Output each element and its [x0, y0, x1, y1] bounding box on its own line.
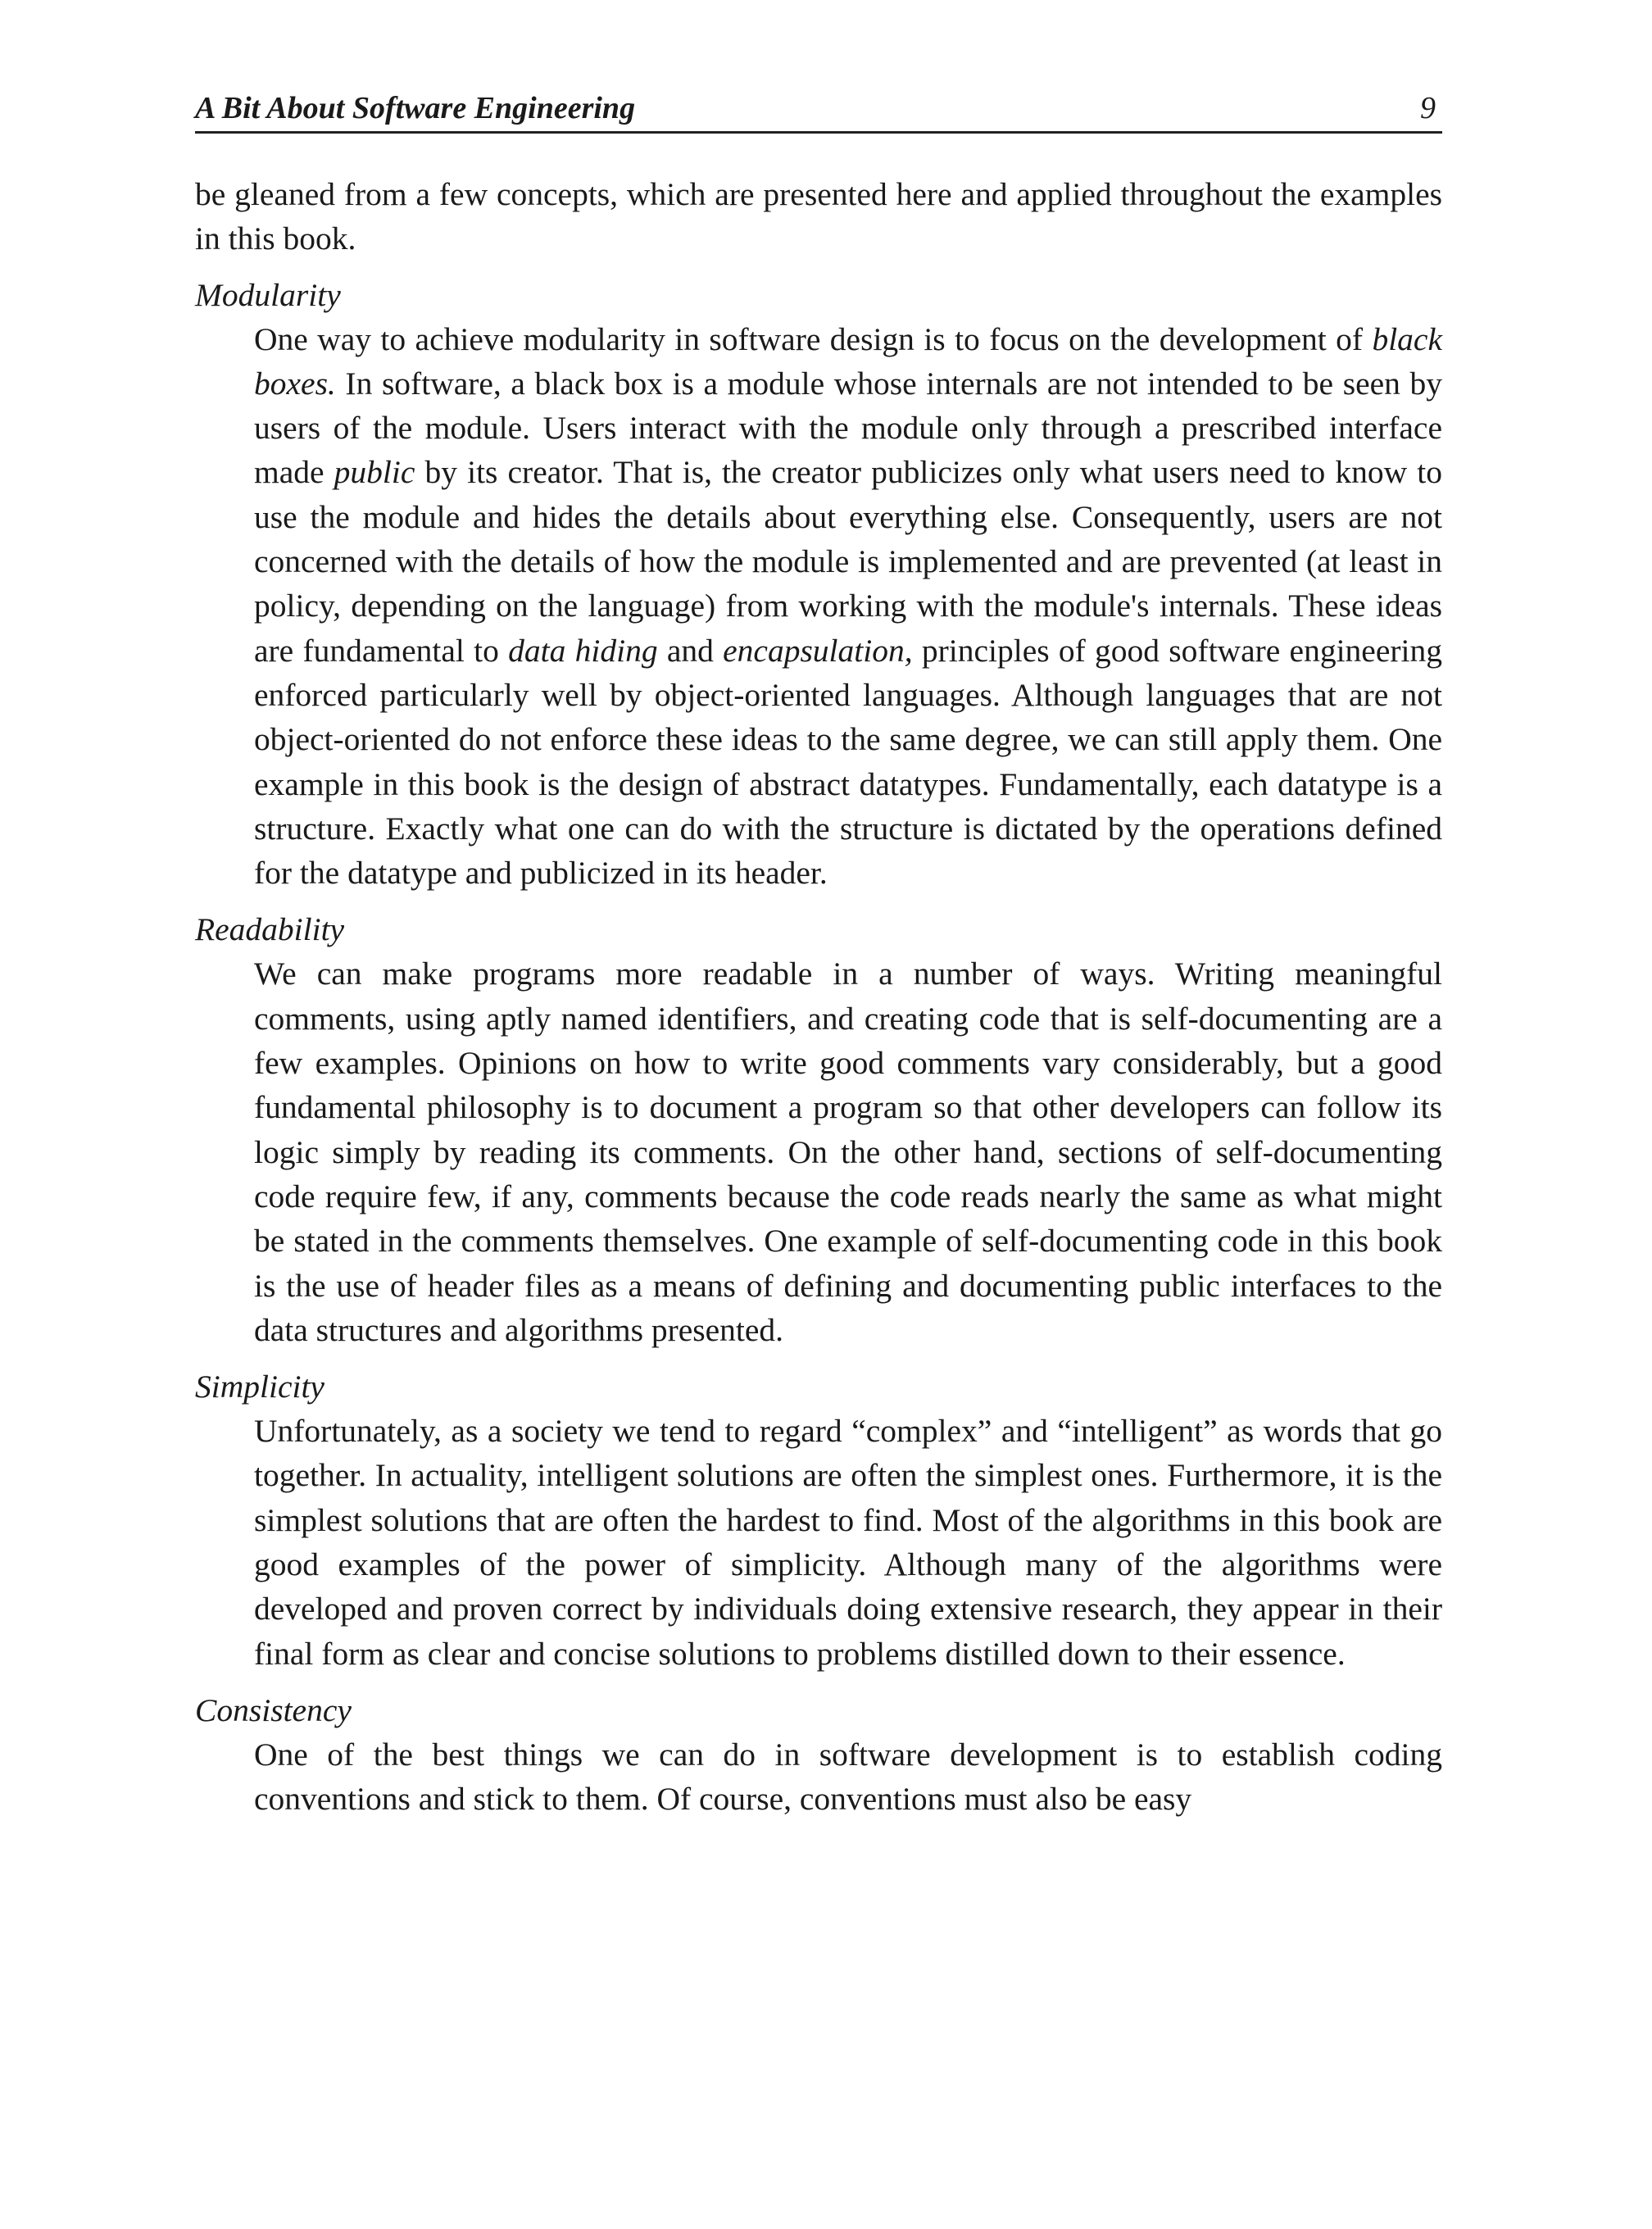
emphasis-data-hiding: data hiding — [508, 632, 658, 669]
running-head — [195, 89, 1442, 134]
term-readability: Readability — [195, 911, 345, 948]
definition-simplicity: Unfortunately, as a society we tend to regard “complex” and “intelligent” as words that go together. In actuality, intelligent solutions are often the simplest ones. Furthermore, it is the simplest solutions that are often the hardest to find. Most of the algorithms in this book are good examples of the power of simplicity. Although many of the algorithms were developed and proven correct by individuals doing extensive research, they appear in their final form as clear and concise solutions to problems distilled down to their essence. — [254, 1413, 1442, 1672]
definition-modularity — [254, 317, 1442, 896]
text-span: and — [657, 632, 724, 669]
term-consistency: Consistency — [195, 1691, 352, 1728]
emphasis-encapsulation: encapsulation, — [723, 632, 913, 669]
emphasis-public: public — [334, 454, 415, 491]
definition-consistency: One of the best things we can do in software development is to establish coding conventions and stick to them. Of course, conventions must also be easy — [254, 1736, 1442, 1818]
emphasis-black-boxes: black boxes. — [254, 320, 1442, 402]
definition-readability: We can make programs more readable in a number of ways. Writing meaningful comments, using aptly named identifiers, and creating code that is self-documenting are a few examples. Opinions on how to write good comments vary considerably, but a good fundamental philosophy is to document a program so that other developers can follow its logic simply by reading its comments. On the other hand, sections of self-documenting code require few, if any, comments because the code reads nearly the same as what might be stated in the comments themselves. One example of self-documenting code in this book is the use of header files as a means of defining and documenting public interfaces to the data structures and algorithms presented. — [254, 956, 1442, 1348]
term-modularity: Modularity — [195, 276, 341, 313]
intro-paragraph: be gleaned from a few concepts, which are presented here and applied throughout the examples in this book. — [195, 176, 1442, 257]
text-span: In software, a black box is a module whose internals are not intended to be seen by users of the module. Users interact with the module only through a prescribed interface made — [254, 365, 1442, 491]
page-body — [195, 172, 1442, 1834]
term-simplicity: Simplicity — [195, 1369, 324, 1405]
text-span: by its creator. That is, the creator publicizes only what users need to know to use the module and hides the details about everything else. Consequently, users are not concerned with the details of how the module is implemented and are prevented (at least in policy, depending on the language) from working with the module's internals. These ideas are fundamental to — [254, 454, 1442, 669]
page-number: 9 — [1420, 91, 1436, 125]
text-span: principles of good software engineering enforced particularly well by object-oriented languages. Although languages that are not object-oriented do not enforce these ideas to the same degree, we can still apply them. One example in this book is the design of abstract datatypes. Fundamentally, each datatype is a structure. Exactly what one can do with the structure is dictated by the operations defined for the datatype and publicized in its header. — [254, 632, 1442, 892]
running-title: A Bit About Software Engineering — [195, 91, 636, 125]
text-span: One way to achieve modularity in software design is to focus on the development of — [254, 320, 1373, 357]
